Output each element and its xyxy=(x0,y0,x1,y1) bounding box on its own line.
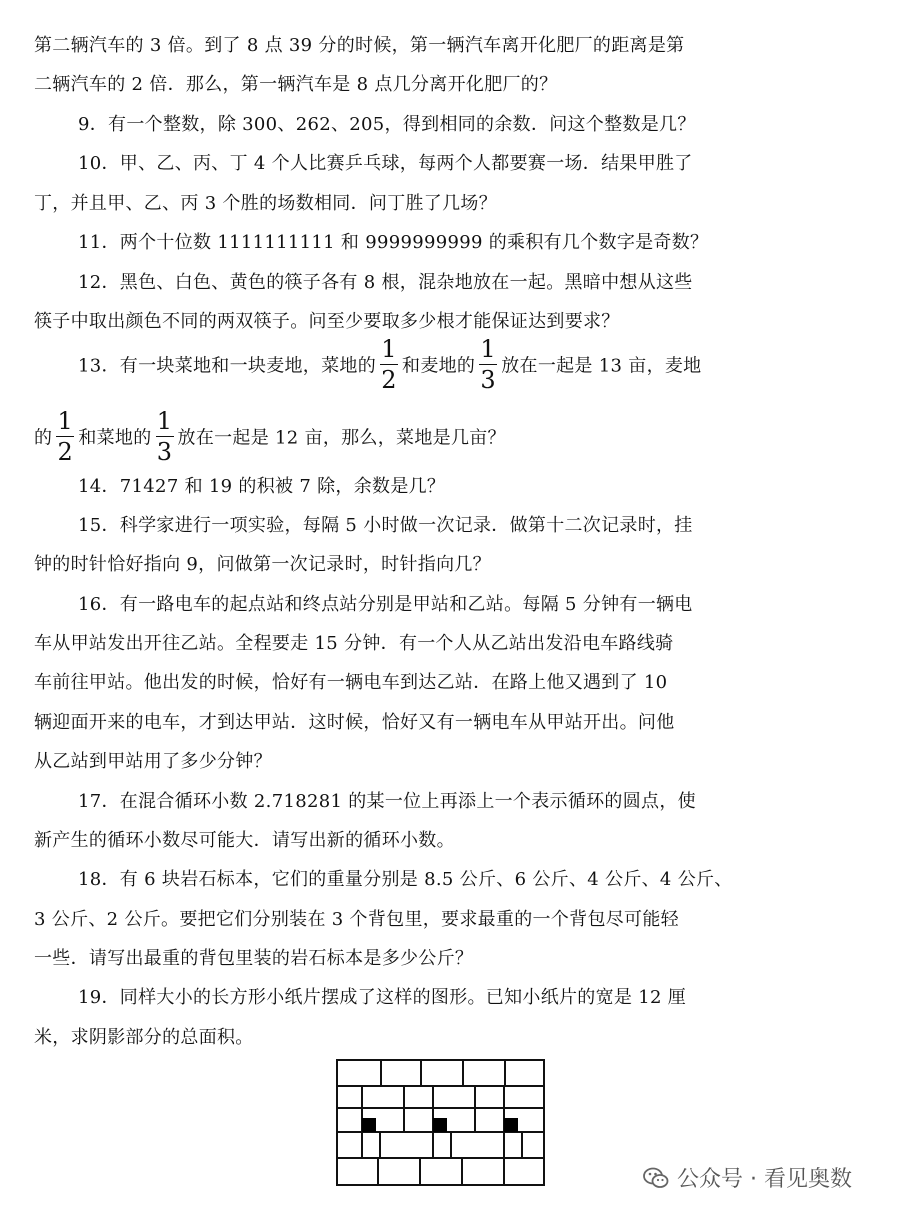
shaded-square xyxy=(433,1118,447,1132)
question-14: 14．71427 和 19 的积被 7 除，余数是几？ xyxy=(78,476,446,497)
shaded-square xyxy=(504,1118,518,1132)
text-line: 车前往甲站。他出发的时候，恰好有一辆电车到达乙站．在路上他又遇到了 10 xyxy=(34,672,668,693)
text-line: 钟的时针恰好指向 9，问做第一次记录时，时针指向几？ xyxy=(34,554,491,575)
text-segment: 和菜地的 xyxy=(78,427,152,449)
question-10: 10．甲、乙、丙、丁 4 个人比赛乒乓球，每两个人都要赛一场．结果甲胜了 xyxy=(78,153,693,174)
question-17: 17．在混合循环小数 2.718281 的某一位上再添上一个表示循环的圆点，使 xyxy=(78,791,696,812)
text-line: 筷子中取出颜色不同的两双筷子。问至少要取多少根才能保证达到要求？ xyxy=(34,311,620,332)
text-line: 3 公斤、2 公斤。要把它们分别装在 3 个背包里，要求最重的一个背包尽可能轻 xyxy=(34,909,679,930)
text-line: 新产生的循环小数尽可能大．请写出新的循环小数。 xyxy=(34,830,455,851)
fraction-denominator: 2 xyxy=(381,366,397,394)
text-line: 一些．请写出最重的背包里装的岩石标本是多少公斤？ xyxy=(34,948,474,969)
text-line: 米，求阴影部分的总面积。 xyxy=(34,1027,254,1048)
question-15: 15．科学家进行一项实验，每隔 5 小时做一次记录．做第十二次记录时，挂 xyxy=(78,515,693,536)
question-19: 19．同样大小的长方形小纸片摆成了这样的图形。已知小纸片的宽是 12 厘 xyxy=(78,987,687,1008)
watermark xyxy=(643,1162,852,1193)
text-line: 丁，并且甲、乙、丙 3 个胜的场数相同．问丁胜了几场？ xyxy=(34,193,497,214)
fraction-numerator: 1 xyxy=(381,335,397,363)
text-segment: 的 xyxy=(34,427,53,449)
fraction-numerator: 1 xyxy=(57,407,74,435)
text-line: 第二辆汽车的 3 倍。到了 8 点 39 分的时候，第一辆汽车离开化肥厂的距离是第 xyxy=(34,35,685,56)
watermark-text: 公众号 · 看见奥数 xyxy=(677,1167,852,1192)
text-line: 二辆汽车的 2 倍．那么，第一辆汽车是 8 点几分离开化肥厂的？ xyxy=(34,74,558,95)
text-segment: 放在一起是 12 亩，那么，菜地是几亩？ xyxy=(177,427,506,449)
question-18: 18．有 6 块岩石标本，它们的重量分别是 8.5 公斤、6 公斤、4 公斤、4 公斤、 xyxy=(78,869,733,890)
text-segment: 13．有一块菜地和一块麦地，菜地的 xyxy=(78,355,377,377)
shaded-square xyxy=(362,1118,376,1132)
fraction-denominator: 2 xyxy=(57,438,74,466)
text-segment: 和麦地的 xyxy=(402,355,476,377)
text-segment: 放在一起是 13 亩，麦地 xyxy=(501,355,702,377)
text-line: 从乙站到甲站用了多少分钟？ xyxy=(34,751,272,772)
fraction-numerator: 1 xyxy=(480,335,496,363)
fraction-numerator: 1 xyxy=(156,407,173,435)
text-line: 辆迎面开来的电车，才到达甲站．这时候，恰好又有一辆电车从甲站开出。问他 xyxy=(34,712,675,733)
question-9: 9．有一个整数，除 300、262、205，得到相同的余数．问这个整数是几？ xyxy=(78,114,696,135)
fraction-denominator: 3 xyxy=(156,438,173,466)
question-12: 12．黑色、白色、黄色的筷子各有 8 根，混杂地放在一起。黑暗中想从这些 xyxy=(78,272,693,293)
question-11: 11．两个十位数 1111111111 和 9999999999 的乘积有几个数字是奇数？ xyxy=(78,232,709,253)
fraction-denominator: 3 xyxy=(480,366,496,394)
question-16: 16．有一路电车的起点站和终点站分别是甲站和乙站。每隔 5 分钟有一辆电 xyxy=(78,594,693,615)
text-line: 车从甲站发出开往乙站。全程要走 15 分钟．有一个人从乙站出发沿电车路线骑 xyxy=(34,633,674,654)
wechat-icon xyxy=(643,1165,669,1191)
